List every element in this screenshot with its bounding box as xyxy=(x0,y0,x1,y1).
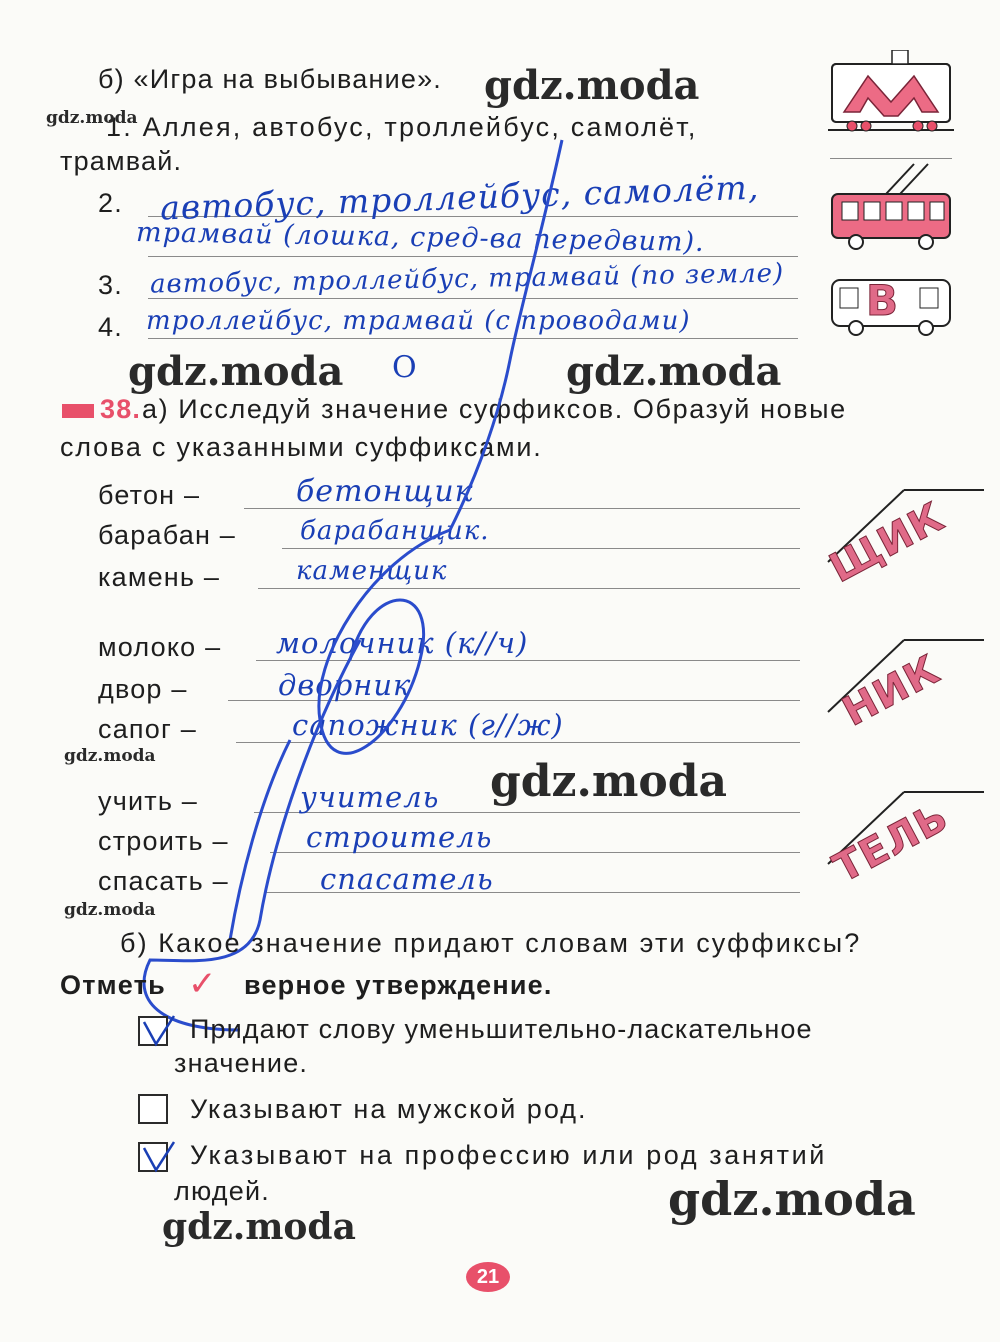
word-sapog: сапог – xyxy=(98,714,197,744)
word-beton: бетон – xyxy=(98,480,201,510)
handwritten-scribble xyxy=(120,100,680,1060)
word-baraban: барабан – xyxy=(98,520,236,550)
option-1-text: Придают слову уменьшительно-ласкательное xyxy=(190,1014,813,1044)
handwritten-answer-2b: трамвай (лошка, сред-ва передвит). xyxy=(135,217,705,258)
section-b-heading: б) «Игра на выбывание». xyxy=(98,64,442,94)
option-2-checkbox[interactable] xyxy=(138,1094,168,1124)
trolleybus-icon xyxy=(826,160,956,256)
instruction-label: Отметь xyxy=(60,970,166,1000)
option-3-text: Указывают на профессию или род занятий xyxy=(190,1140,827,1170)
handwritten-answer-4: троллейбус, трамвай (с проводами) xyxy=(146,306,691,336)
word-dvor: двор – xyxy=(98,674,188,704)
watermark: gdz.moda xyxy=(64,900,156,920)
handwritten-answer-2a: автобус, троллейбус, самолёт, xyxy=(159,167,760,228)
item-1-cont: трамвай. xyxy=(60,146,183,176)
suffix-nik: НИК xyxy=(835,646,948,736)
show-through-decor xyxy=(760,90,766,116)
answer-spasat: спасатель xyxy=(320,862,494,896)
icon-line-1 xyxy=(830,158,952,159)
watermark: gdz.moda xyxy=(162,1206,356,1248)
bus-letter: В xyxy=(866,276,900,325)
answer-sapog: сапожник (г//ж) xyxy=(292,708,564,742)
exercise-task-line2: слова с указанными суффиксами. xyxy=(60,432,543,462)
answer-kamen: каменщик xyxy=(296,556,448,586)
metro-train-icon xyxy=(826,50,956,140)
watermark: gdz.moda xyxy=(566,348,782,395)
handwritten-answer-3: автобус, троллейбус, трамвай (по земле) xyxy=(149,258,785,300)
option-3-checkbox[interactable] xyxy=(138,1142,168,1172)
item-4-number: 4. xyxy=(98,312,123,342)
exercise-task-line1: а) Исследуй значение суффиксов. Образуй новые xyxy=(142,394,847,424)
item-2-number: 2. xyxy=(98,188,123,218)
check-sample-icon: ✓ xyxy=(188,965,218,1003)
answer-baraban: барабанщик. xyxy=(300,516,490,546)
watermark: gdz.moda xyxy=(484,62,700,109)
word-spasat: спасать – xyxy=(98,866,229,896)
handwritten-mark: О xyxy=(392,350,418,385)
answer-dvor: дворник xyxy=(278,668,412,702)
option-1-text-cont: значение. xyxy=(174,1048,309,1078)
option-1-checkbox[interactable] xyxy=(138,1016,168,1046)
item-3-number: 3. xyxy=(98,270,123,300)
answer-uchit: учитель xyxy=(300,780,440,814)
word-stroit: строить – xyxy=(98,826,229,856)
suffix-tel: ТЕЛЬ xyxy=(826,793,956,893)
answer-stroit: строитель xyxy=(306,820,493,854)
watermark: gdz.moda xyxy=(64,746,156,766)
word-kamen: камень – xyxy=(98,562,221,592)
watermark: gdz.moda xyxy=(490,756,728,807)
option-3-text-cont: людей. xyxy=(174,1176,270,1206)
exercise-marker xyxy=(62,404,94,418)
watermark: gdz.moda xyxy=(46,108,138,128)
suffix-shchik: ЩИК xyxy=(822,494,952,592)
exercise-number: 38. xyxy=(100,394,142,424)
option-2-text: Указывают на мужской род. xyxy=(190,1094,588,1124)
word-uchit: учить – xyxy=(98,786,198,816)
watermark: gdz.moda xyxy=(128,348,344,395)
instruction-tail: верное утверждение. xyxy=(244,970,553,1000)
page-number: 21 xyxy=(466,1262,510,1292)
answer-beton: бетонщик xyxy=(296,474,474,509)
answer-moloko: молочник (к//ч) xyxy=(276,626,529,660)
word-moloko: молоко – xyxy=(98,632,222,662)
part-b-question: б) Какое значение придают словам эти суффиксы? xyxy=(120,928,862,958)
watermark: gdz.moda xyxy=(668,1172,916,1226)
item-1: 1. Аллея, автобус, троллейбус, самолёт, xyxy=(106,112,698,142)
